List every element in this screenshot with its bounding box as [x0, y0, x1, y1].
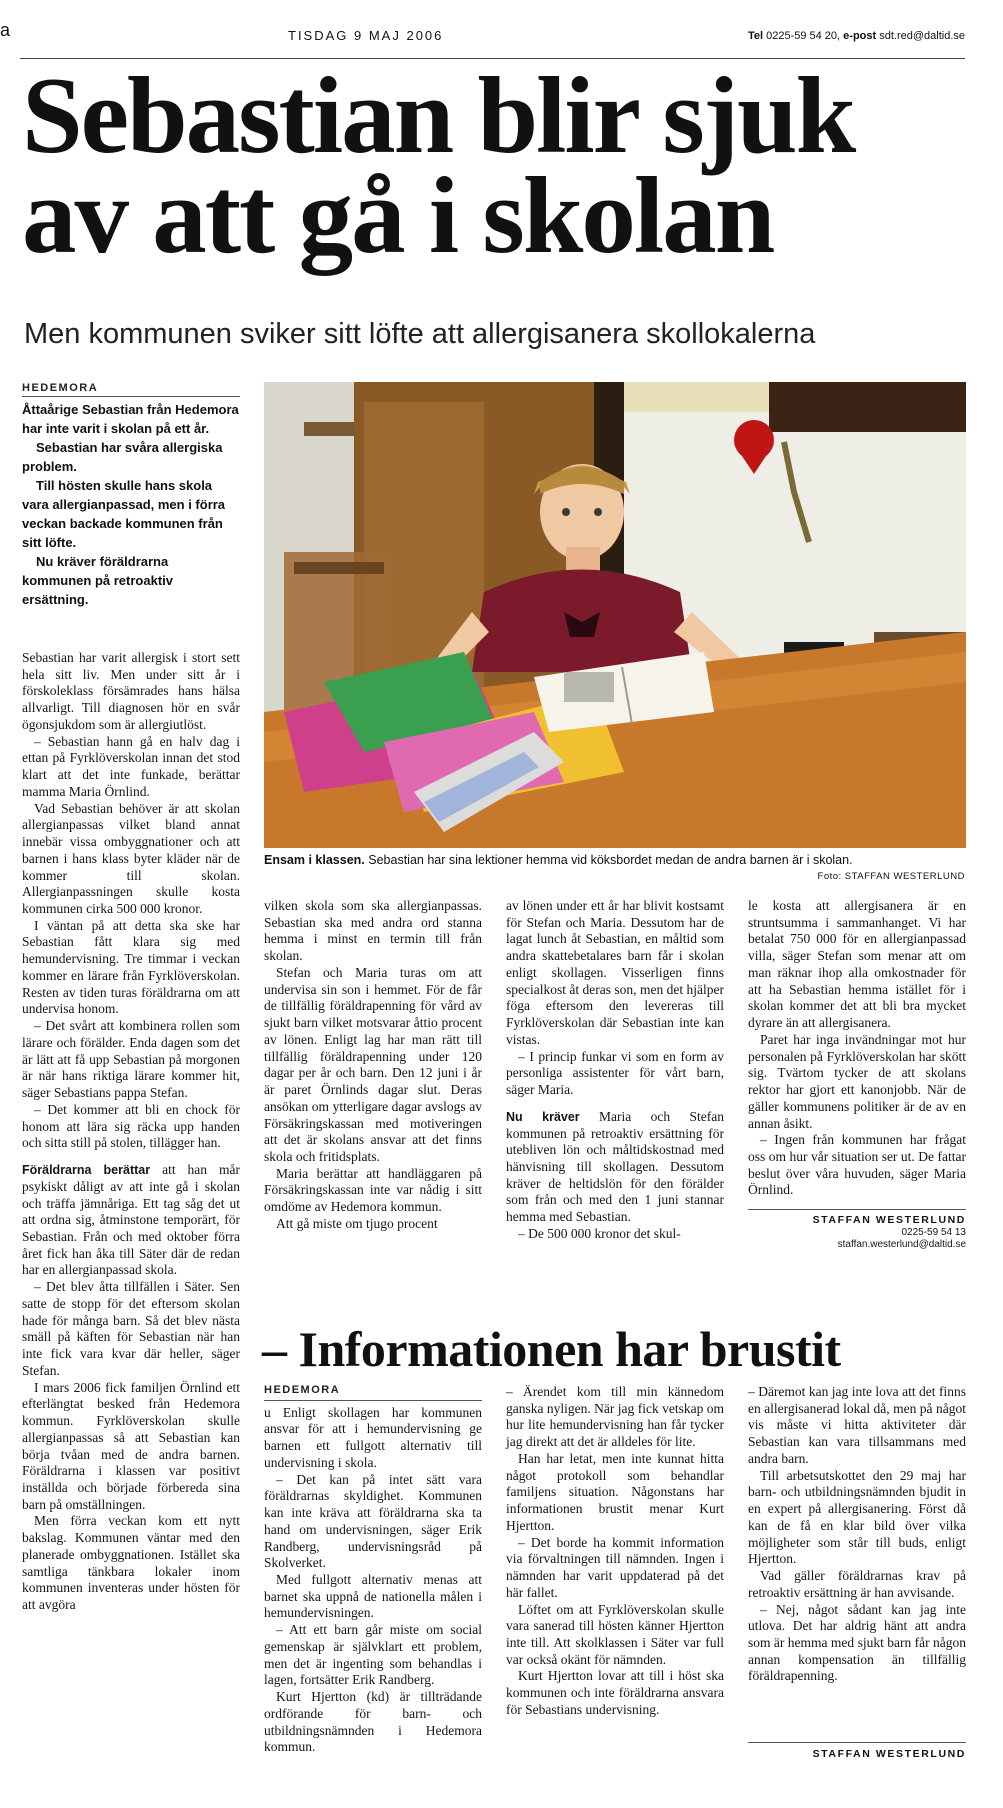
article-column-1: [22, 650, 240, 1614]
body-paragraph: Sebastian har varit allergisk i stort sett hela sitt liv. Men under sitt år i förskoleklass försämrades hans hälsa allvarligt. Till diagnosen hör en svår ögonsjukdom som är allergiutlöst.: [22, 650, 240, 732]
lead-paragraph: Åttaårige Sebastian från Hedemora har inte varit i skolan på ett år.: [22, 402, 239, 436]
body-paragraph: vilken skola som ska allergianpassas. Sebastian ska med andra ord stanna hemma i minst en termin till från skolan.: [264, 898, 482, 964]
paragraph-text: att han mår psykiskt dåligt av att inte gå i skolan och träffa jämnåriga. Ett tag såg det ut att ordna sig, åtminstone temporärt, för Sebastian. Från och med oktober förra året fick han åka till Säter där de redan har en allergianpassad skola.: [22, 1162, 241, 1278]
main-headline: [22, 55, 972, 277]
article-column-4: [748, 898, 966, 1251]
body-paragraph: Till arbetsutskottet den 29 maj har barn- och utbildningsnämnden bjudit in en expert på allergisanering. Först då kan de få en klar bild över vilka möjligheter som står till buds, enligt Hjertton.: [748, 1467, 966, 1567]
byline-rule: [748, 1742, 966, 1743]
sidebar-byline-block: [748, 1742, 966, 1760]
body-paragraph: Men förra veckan kom ett nytt bakslag. Kommunen väntar med den planerade ombyggnationen. Istället ska samtliga tänkbara lokaler inom kommunen inventeras under hösten för att avgöra: [22, 1513, 240, 1613]
body-paragraph: av lönen under ett år har blivit kostsamt för Stefan och Maria. Dessutom har de lagat lunch åt Sebastian, en måltid som andra skattebetalares barn får i skolan enligt skollagen. Visserligen finns specialkost åt deras son, men det hjälper föga eftersom den levereras till Fyrklöverskolan där Sebastian inte kan vistas.: [506, 898, 724, 1047]
kicker-location: HEDEMORA: [22, 382, 240, 397]
byline-email: staffan.westerlund@daltid.se: [837, 1239, 966, 1251]
body-paragraph: – Det blev åtta tillfällen i Säter. Sen satte de stopp för det eftersom skolan hade för många barn. Så det blev nästa smäll på käften för Sebastian när han inte fick vara kvar där heller, säger Stefan.: [22, 1279, 240, 1378]
body-paragraph: – Det borde ha kommit information via förvaltningen till nämnden. Ingen i nämnden har varit uppdaterad på det här fallet.: [506, 1534, 724, 1600]
body-paragraph: u Enligt skollagen har kommunen ansvar för att i hemundervisning ge barnen ett fullgott alternativ till undervisning i skola.: [264, 1404, 482, 1470]
body-paragraph: – Nej, något sådant kan jag inte utlova. Det har aldrig hänt att andra som är hemma med sjukt barn får någon annan kompensation än tillfällig föräldrapenning.: [748, 1601, 966, 1684]
byline-rule: [748, 1209, 966, 1210]
body-paragraph: – Det kommer att bli en chock för honom att lära sig räcka upp handen och sitta still på stolen, tillägger han.: [22, 1101, 240, 1151]
photo-caption: [264, 853, 966, 867]
body-paragraph: le kosta att allergisanera är en struntsumma i sammanhanget. Vi har betalat 750 000 för en allergianpassad villa, säger Stefan som menar att om man räknar ihop alla omkostnader för att ha Sebastian hemma istället för i skolan kommer det att bli bra mycket dyrare än att allergisanera.: [748, 898, 966, 1031]
body-paragraph: – Sebastian hann gå en halv dag i ettan på Fyrklöverskolan innan det stod klart att det inte funkade, berättar mamma Maria Örnlind.: [22, 733, 240, 799]
caption-text: Sebastian har sina lektioner hemma vid köksbordet medan de andra barnen är i skolan.: [368, 853, 853, 867]
body-paragraph: Med fullgott alternativ menas att barnet ska uppnå de nationella målen i hemundervisningen.: [264, 1571, 482, 1621]
paragraph-lead-in: Föräldrarna berättar: [22, 1163, 151, 1178]
body-paragraph: – Det kan på intet sätt vara föräldrarnas skyldighet. Kommunen kan inte kräva att föräldrarna ska ta hand om undervisningen, säger Erik Randberg, undervisningsråd på Skolverket.: [264, 1471, 482, 1571]
body-paragraph: Vad Sebastian behöver är att skolan allergianpassas vilket bland annat innebär vissa ombyggnationer och att barnen i hans klass byter kläder när de kommer till skolan. Allergianpassningen skulle kosta kommunen cirka 500 000 kronor.: [22, 800, 240, 917]
page-corner-letter: a: [0, 20, 11, 40]
body-paragraph: – Ingen från kommunen har frågat oss om hur vår situation ser ut. De fattar beslut över våra huvuden, säger Maria Örnlind.: [748, 1132, 966, 1198]
body-paragraph: Kurt Hjertton lovar att till i höst ska kommunen och inte föräldrarna ansvara för Sebastians undervisning.: [506, 1668, 724, 1717]
photo-illustration: [264, 382, 966, 848]
article-photo: [264, 382, 966, 848]
headline-line-2: av att gå i skolan: [22, 155, 774, 277]
sidebar-column-1: [264, 1384, 482, 1756]
body-paragraph: – I princip funkar vi som en form av personliga assistenter för vårt barn, säger Maria.: [506, 1048, 724, 1098]
body-paragraph: [22, 1162, 240, 1279]
sidebar-column-2: [506, 1384, 724, 1719]
body-paragraph: Maria berättar att handläggaren på Försäkringskassan inte var nådig i sitt omdöme av Hedemora kommun.: [264, 1165, 482, 1215]
body-paragraph: Kurt Hjertton (kd) är tillträdande ordförande för barn- och utbildningsnämnden i Hedemora kommun.: [264, 1689, 482, 1755]
body-paragraph: I väntan på att detta ska ske har Sebastian fått klara sig med hemundervisning. Tre timmar i veckan kommer en lärare från Fyrklöverskolan. Resten av tiden turas föräldrarna om att undervisa honom.: [22, 917, 240, 1017]
lead-paragraph: Sebastian har svåra allergiska problem.: [22, 439, 223, 474]
tel-label: Tel: [747, 30, 764, 42]
body-paragraph: – Däremot kan jag inte lova att det finns en allergisanerad lokal då, men på något vis måste vi hitta aktiviteter där Sebastian kan vara tillsammans med andra barn.: [748, 1384, 966, 1466]
body-paragraph: Paret har inga invändningar mot hur personalen på Fyrklöverskolan har skött sig. Tvärtom tycker de att skolans rektor har gjort ett kanonjobb. När de gäller kommunens politiker är de av en annan åsikt.: [748, 1031, 966, 1131]
sidebar-column-3: [748, 1384, 966, 1685]
body-paragraph: Vad gäller föräldrarnas krav på retroaktiv ersättning är han avvisande.: [748, 1568, 966, 1600]
lead-paragraph: Till hösten skulle hans skola vara allergianpassad, men i förra veckan backade kommunen från sitt löfte.: [22, 477, 226, 550]
byline-phone: 0225-59 54 13: [901, 1227, 966, 1239]
sidebar-kicker: HEDEMORA: [264, 1384, 482, 1401]
body-paragraph: – Det svårt att kombinera rollen som lärare och förälder. Enda dagen som det är lätt att få upp Sebastian på morgonen är när hans riktiga lärare kommer hit, säger Sebastians pappa Stefan.: [22, 1018, 240, 1101]
body-paragraph: – Att ett barn går miste om social gemenskap är självklart ett problem, men det är ingenting som behandlas i lagen, fortsätter Erik Randberg.: [264, 1622, 482, 1688]
body-paragraph: – De 500 000 kronor det skul-: [518, 1225, 681, 1241]
contact-line: [748, 30, 965, 42]
paragraph-text: Maria och Stefan kommunen på retroaktiv ersättning för utebliven lön och måltidskostnad med hänvisning till skollagen. Dessutom kräver de heltidslön för den förälder som från och med den 1 juni stannar hemma med Sebastian.: [506, 1108, 724, 1225]
body-paragraph: Att gå miste om tjugo procent: [276, 1215, 438, 1231]
body-paragraph: – Ärendet kom till min kännedom ganska nyligen. När jag fick vetskap om hur lite hemundervisning han får tycker jag direkt att det är alldeles för lite.: [506, 1384, 724, 1450]
email-address: sdt.red@daltid.se: [879, 30, 965, 42]
email-label: e-post: [843, 30, 877, 42]
sidebar-headline: – Informationen har brustit: [262, 1321, 841, 1377]
body-paragraph: Stefan och Maria turas om att undervisa sin son i hemmet. För de får de tillfällig föräldrapenning för vård av sjukt barn vilket motsvarar åttio procent av lönen. Enligt lag har man rätt till tillfällig föräldrapenning under 120 dagar per år och barn. Den 12 juni i år är paret Örnlinds dagar slut. Deras ansökan om ytterligare dagar avslogs av Försäkringskassan med motiveringen att det är skolans ansvar att det finns skola och fritidsplats.: [264, 964, 482, 1165]
lead-block: [22, 382, 240, 610]
caption-lead: Ensam i klassen.: [264, 853, 365, 867]
sub-headline: Men kommunen sviker sitt löfte att allergisanera skollokalerna: [24, 318, 816, 350]
body-paragraph: Löftet om att Fyrklöverskolan skulle vara sanerad till hösten känner Hjertton inte till. Att skolklassen i Säter var full var också okänt för nämnden.: [506, 1601, 724, 1667]
dateline: TISDAG 9 MAJ 2006: [288, 28, 444, 43]
byline: STAFFAN WESTERLUND: [812, 1214, 966, 1227]
sidebar-byline: STAFFAN WESTERLUND: [812, 1748, 966, 1760]
tel-number: 0225-59 54 20,: [766, 30, 841, 42]
article-column-3: [506, 898, 724, 1243]
article-column-2: [264, 898, 482, 1233]
body-paragraph: Han har letat, men inte kunnat hitta något protokoll som behandlar familjens situation. Någonstans har informationen brustit menar Kurt Hjertton.: [506, 1450, 724, 1533]
lead-paragraph: Nu kräver föräldrarna kommunen på retroaktiv ersättning.: [22, 553, 173, 607]
body-paragraph: I mars 2006 fick familjen Örnlind ett efterlängtat besked från Hedemora kommun. Fyrklöverskolan skulle allergianpassas så att Sebastian kan börja tvåan med de andra barnen. Föräldrarna i klassen var positivt inställda och började förbereda sina barn på omställningen.: [22, 1379, 240, 1512]
headline-line-1: Sebastian blir sjuk: [22, 55, 855, 176]
photo-credit: Foto: STAFFAN WESTERLUND: [817, 871, 965, 882]
paragraph-lead-in: Nu kräver: [506, 1109, 580, 1124]
body-paragraph: [506, 1109, 724, 1226]
